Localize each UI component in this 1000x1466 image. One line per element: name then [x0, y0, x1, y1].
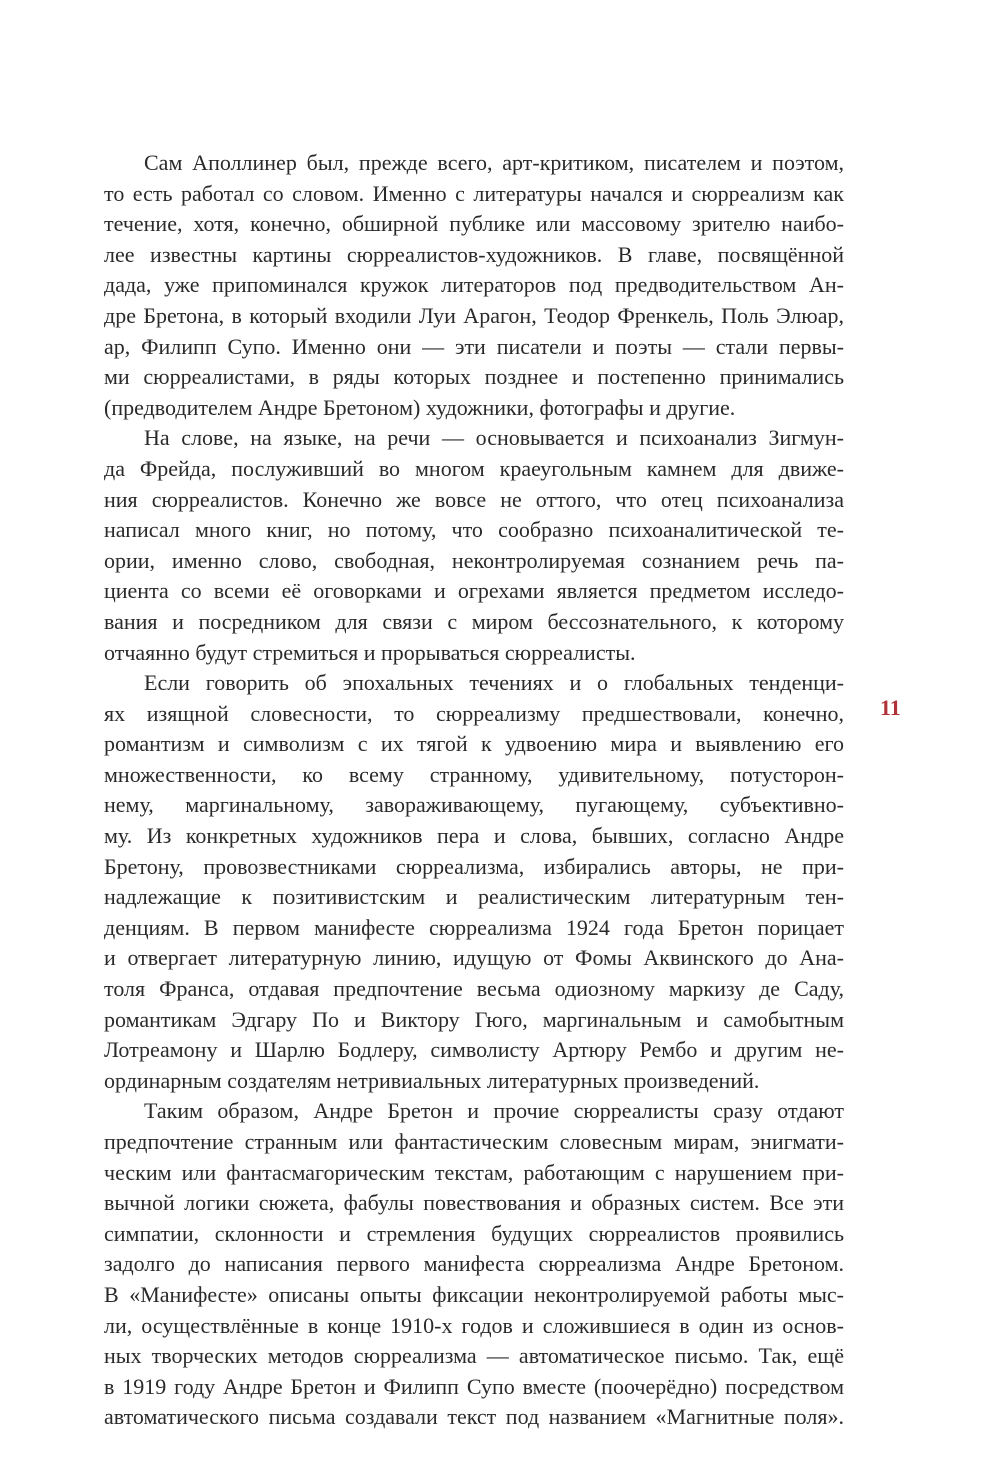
text-line: дре Бретона, в который входили Луи Арагон, Теодор Френкель, Поль Элюар, — [104, 302, 844, 328]
text-line: романтикам Эдгару По и Виктору Гюго, маргинальным и самобытным — [104, 1006, 844, 1032]
text-line: ории, именно слово, свободная, неконтролируемая сознанием речь па- — [104, 547, 844, 573]
text-line: (предводителем Андре Бретоном) художники, фотографы и другие. — [104, 394, 736, 420]
text-line: денциям. В первом манифесте сюрреализма 1924 года Бретон порицает — [104, 914, 844, 940]
text-line: предпочтение странным или фантастическим словесным мирам, энигмати- — [104, 1129, 844, 1154]
text-line: да Фрейда, послуживший во многом краеугольным камнем для движе- — [104, 455, 844, 481]
text-line: вания и посредником для связи с миром бессознательного, к которому — [104, 608, 844, 634]
body-text — [104, 148, 844, 1433]
text-line: написал много книг, но потому, что сообразно психоаналитической те- — [104, 517, 844, 543]
text-line: толя Франса, отдавая предпочтение весьма одиозному маркизу де Саду, — [104, 976, 844, 1002]
text-line: ческим или фантасмагорическим текстам, работающим с нарушением при- — [104, 1159, 844, 1185]
text-line: симпатии, склонности и стремления будущих сюрреалистов проявились — [104, 1220, 844, 1246]
paragraph — [104, 668, 844, 1096]
text-line: ных творческих методов сюрреализма — автоматическое письмо. Так, ещё — [104, 1343, 844, 1369]
page-number: 11 — [880, 695, 901, 720]
text-line: Лотреамону и Шарлю Бодлеру, символисту Артюру Рембо и другим не- — [104, 1037, 844, 1063]
text-line: ях изящной словесности, то сюрреализму предшествовали, конечно, — [104, 700, 844, 726]
text-line: романтизм и символизм с их тягой к удвоению мира и выявлению его — [104, 731, 844, 757]
text-line: надлежащие к позитивистским и реалистическим литературным тен- — [104, 884, 844, 910]
text-line: и отвергает литературную линию, идущую от Фомы Аквинского до Ана- — [104, 945, 844, 971]
text-line: ми сюрреалистами, в ряды которых позднее и постепенно принимались — [104, 364, 844, 390]
text-line: ар, Филипп Супо. Именно они — эти писатели и поэты — стали первы- — [104, 333, 844, 359]
text-line: в 1919 году Андре Бретон и Филипп Супо вместе (поочерёдно) посредством — [104, 1373, 844, 1399]
text-line: ния сюрреалистов. Конечно же вовсе не оттого, что отец психоанализа — [104, 486, 844, 512]
text-line: Таким образом, Андре Бретон и прочие сюрреалисты сразу отдают — [144, 1098, 844, 1124]
text-line: В «Манифесте» описаны опыты фиксации неконтролируемой работы мыс- — [104, 1281, 844, 1307]
text-line: задолго до написания первого манифеста сюрреализма Андре Бретоном. — [104, 1251, 844, 1277]
text-line: вычной логики сюжета, фабулы повествования и образных систем. Все эти — [104, 1190, 844, 1216]
text-line: Бретону, провозвестниками сюрреализма, избирались авторы, не при- — [104, 853, 844, 879]
text-line: нему, маргинальному, завораживающему, пугающему, субъективно- — [104, 792, 844, 818]
text-line: то есть работал со словом. Именно с литературы начался и сюрреализм как — [104, 180, 844, 206]
text-line: му. Из конкретных художников пера и слова, бывших, согласно Андре — [104, 823, 844, 849]
text-line: лее известны картины сюрреалистов-художников. В главе, посвящённой — [104, 241, 844, 267]
text-line: дада, уже припоминался кружок литераторов под предводительством Ан- — [104, 272, 844, 298]
text-line: течение, хотя, конечно, обширной публике или массовому зрителю наибо- — [104, 211, 844, 237]
text-line: Если говорить об эпохальных течениях и о глобальных тенденци- — [144, 670, 844, 696]
text-line: ординарным создателям нетривиальных литературных произведений. — [104, 1067, 760, 1093]
text-line: ли, осуществлённые в конце 1910-х годов и сложившиеся в один из основ- — [104, 1312, 844, 1338]
paragraph — [104, 148, 844, 423]
text-line: циента со всеми её оговорками и огрехами является предметом исследо- — [104, 578, 844, 604]
paragraph — [104, 423, 844, 668]
paragraph — [104, 1096, 844, 1433]
text-line: Сам Аполлинер был, прежде всего, арт-критиком, писателем и поэтом, — [144, 150, 844, 175]
text-line: На слове, на языке, на речи — основывается и психоанализ Зигмун- — [144, 425, 844, 451]
text-line: множественности, ко всему странному, удивительному, потусторон- — [104, 761, 844, 787]
text-line: отчаянно будут стремиться и прорываться сюрреалисты. — [104, 639, 636, 665]
text-line: автоматического письма создавали текст под названием «Магнитные поля». — [104, 1404, 844, 1430]
